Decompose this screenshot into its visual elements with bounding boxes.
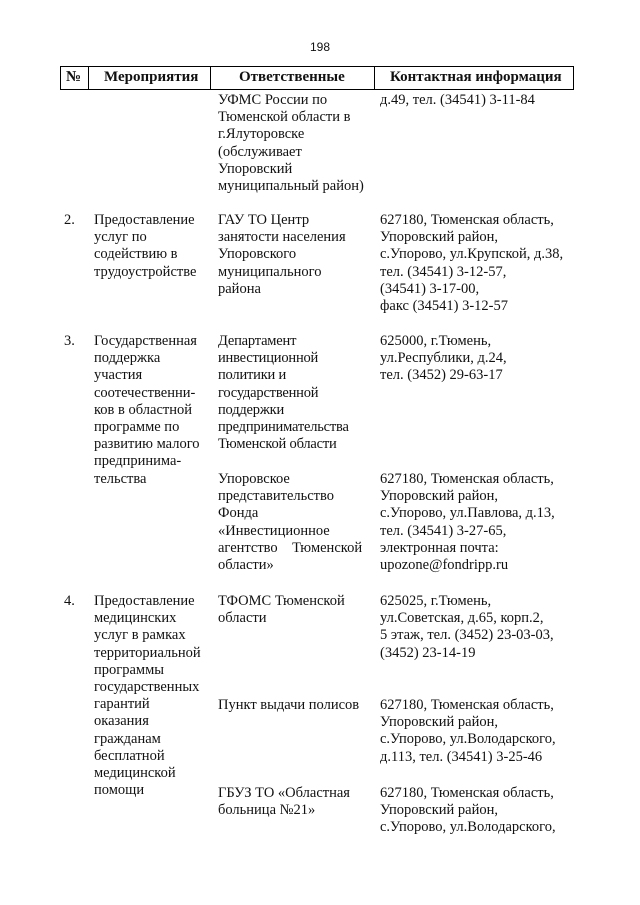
column-divider	[573, 67, 574, 89]
row4-event: Предоставление медицинских услуг в рамках территориальной программы государственных гарантий оказания гражданам бесплатной медицинской помощи	[94, 593, 201, 799]
column-divider	[60, 67, 61, 89]
row1-contact: д.49, тел. (34541) 3-11-84	[380, 92, 535, 108]
row3-contact-2: 627180, Тюменская область, Упоровский район, с.Упорово, ул.Павлова, д.13, тел. (34541) 3-27-65, электронная почта: upozone@fondripp.ru	[380, 471, 555, 574]
row3-number: 3.	[64, 333, 75, 349]
header-event: Мероприятия	[104, 69, 199, 85]
row2-responsible: ГАУ ТО Центр занятости населения Упоровского муниципального района	[218, 212, 346, 297]
row2-event: Предоставление услуг по содействию в трудоустройстве	[94, 212, 197, 280]
row4-number: 4.	[64, 593, 75, 609]
row3-responsible-2: Упоровское представительство Фонда «Инвестиционное агентство Тюменской области»	[218, 471, 363, 574]
row4-contact-3: 627180, Тюменская область, Упоровский район, с.Упорово, ул.Володарского,	[380, 785, 556, 836]
row4-contact-2: 627180, Тюменская область, Упоровский район, с.Упорово, ул.Володарского, д.113, тел. (34541) 3-25-46	[380, 697, 556, 765]
column-divider	[210, 67, 211, 89]
row3-event: Государственная поддержка участия соотечественни- ков в областной программе по развитию малого предпринима- тельства	[94, 333, 200, 487]
column-divider	[374, 67, 375, 89]
column-divider	[88, 67, 89, 89]
row3-responsible-1: Департамент инвестиционной политики и государственной поддержки предпринимательства Тюменской области	[218, 333, 349, 453]
row4-contact-1: 625025, г.Тюмень, ул.Советская, д.65, корп.2, 5 этаж, тел. (3452) 23-03-03, (3452) 23-14-19	[380, 593, 554, 661]
header-contact: Контактная информация	[390, 69, 562, 85]
header-responsible: Ответственные	[239, 69, 345, 85]
header-num: №	[66, 69, 82, 85]
row2-number: 2.	[64, 212, 75, 228]
page-number: 198	[309, 40, 331, 54]
row3-contact-1: 625000, г.Тюмень, ул.Республики, д.24, тел. (3452) 29-63-17	[380, 333, 507, 384]
row2-contact: 627180, Тюменская область, Упоровский район, с.Упорово, ул.Крупской, д.38, тел. (34541) 3-12-57, (34541) 3-17-00, факс (34541) 3-12-57	[380, 212, 564, 315]
row1-responsible: УФМС России по Тюменской области в г.Ялуторовске (обслуживает Упоровский муниципальный район)	[218, 92, 364, 195]
row4-responsible-3: ГБУЗ ТО «Областная больница №21»	[218, 785, 350, 819]
row4-responsible-1: ТФОМС Тюменской области	[218, 593, 345, 627]
row4-responsible-2: Пункт выдачи полисов	[218, 697, 360, 713]
table-header	[60, 66, 574, 90]
